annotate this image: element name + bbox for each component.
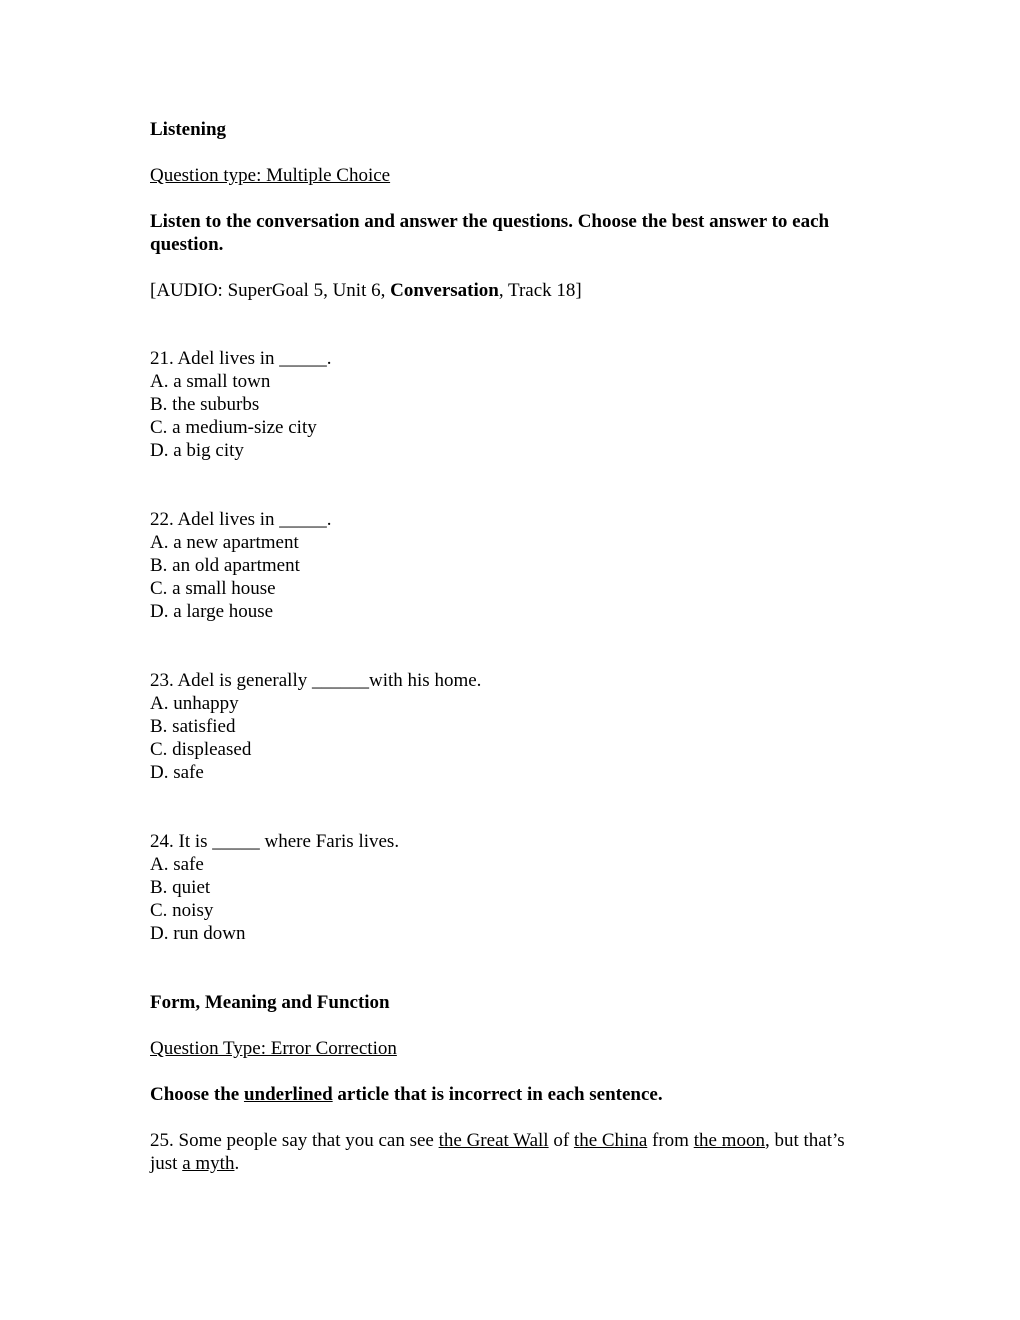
question-23-option-c: C. displeased — [150, 739, 252, 760]
text-segment: a myth — [182, 1153, 235, 1174]
listening-instructions: Listen to the conversation and answer the questions. Choose the best answer to each question. — [150, 211, 830, 255]
question-22-stem: 22. Adel lives in _____. — [150, 509, 332, 530]
question-21-option-d: D. a big city — [150, 440, 244, 461]
text-segment: Choose the — [150, 1084, 244, 1105]
question-21-option-c: C. a medium-size city — [150, 417, 317, 438]
question-24-option-a: A. safe — [150, 854, 204, 875]
question-22 — [150, 508, 870, 623]
question-24-option-b: B. quiet — [150, 877, 211, 898]
text-segment: the China — [573, 1130, 648, 1151]
question-21-stem: 21. Adel lives in _____. — [150, 348, 332, 369]
text-segment: , Track 18] — [498, 280, 582, 301]
question-23-option-a: A. unhappy — [150, 693, 239, 714]
question-22-option-c: C. a small house — [150, 578, 276, 599]
question-22-option-d: D. a large house — [150, 601, 274, 622]
question-23-option-b: B. satisfied — [150, 716, 236, 737]
text-segment: 25. Some people say that you can see — [150, 1130, 439, 1151]
text-segment: , but that’s just — [150, 1130, 845, 1174]
fmf-instructions — [150, 1083, 870, 1106]
question-23-option-d: D. safe — [150, 762, 204, 783]
question-23 — [150, 669, 870, 784]
text-segment: of — [548, 1130, 574, 1151]
text-segment: . — [234, 1153, 240, 1174]
audio-reference-line — [150, 279, 870, 302]
question-22-option-a: A. a new apartment — [150, 532, 299, 553]
question-25 — [150, 1129, 870, 1175]
question-21 — [150, 347, 870, 462]
question-21-option-b: B. the suburbs — [150, 394, 260, 415]
question-24 — [150, 830, 870, 945]
text-segment: the moon — [693, 1130, 765, 1151]
text-segment: from — [647, 1130, 694, 1151]
question-21-option-a: A. a small town — [150, 371, 271, 392]
listening-heading: Listening — [150, 119, 227, 140]
text-segment: underlined — [243, 1084, 333, 1105]
fmf-heading: Form, Meaning and Function — [150, 992, 390, 1013]
text-segment: article that is incorrect in each sentence. — [332, 1084, 663, 1105]
text-segment: Conversation — [390, 280, 499, 301]
question-24-option-c: C. noisy — [150, 900, 214, 921]
question-22-option-b: B. an old apartment — [150, 555, 300, 576]
question-24-stem: 24. It is _____ where Faris lives. — [150, 831, 400, 852]
text-segment: the Great Wall — [438, 1130, 549, 1151]
question-24-option-d: D. run down — [150, 923, 246, 944]
listening-question-type: Question type: Multiple Choice — [150, 165, 391, 186]
text-segment: [AUDIO: SuperGoal 5, Unit 6, — [150, 280, 391, 301]
question-23-stem: 23. Adel is generally ______with his home. — [150, 670, 482, 691]
fmf-question-type: Question Type: Error Correction — [150, 1038, 397, 1059]
